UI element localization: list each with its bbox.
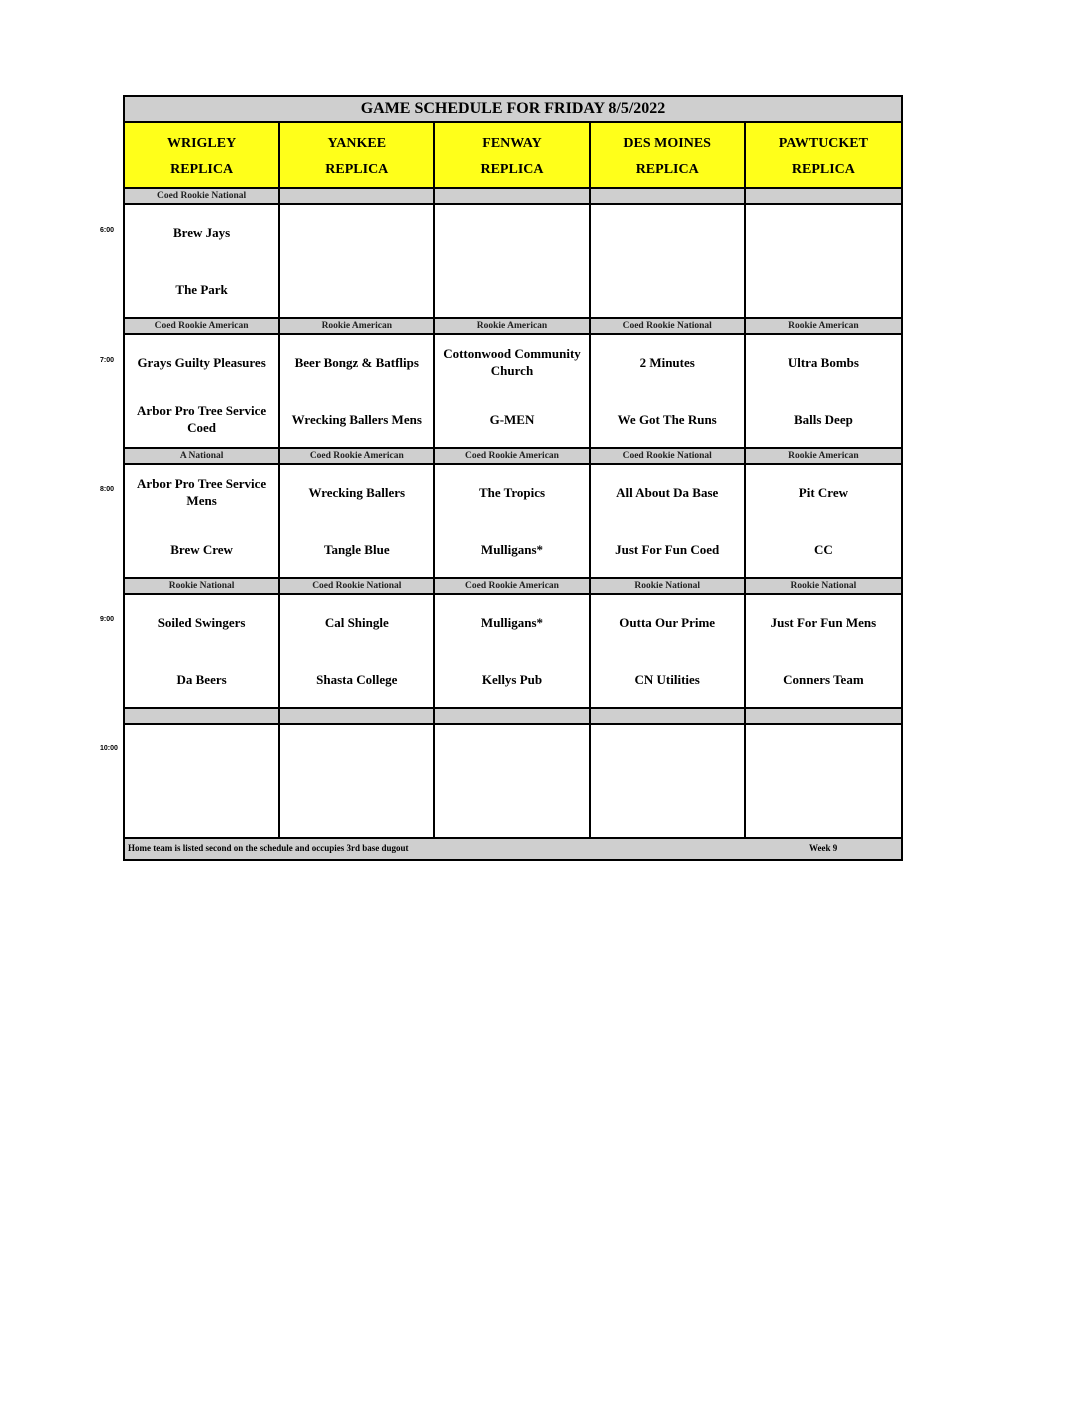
away-team: Arbor Pro Tree Service Mens <box>137 476 267 508</box>
game-row <box>125 595 901 709</box>
game-cell <box>591 595 746 707</box>
footer-bar <box>125 839 901 859</box>
division-label <box>280 189 435 203</box>
game-cell <box>591 205 746 317</box>
home-team <box>439 269 584 309</box>
game-cell <box>591 465 746 577</box>
division-label <box>280 709 435 723</box>
game-cell <box>280 205 435 317</box>
game-row <box>125 205 901 319</box>
away-team <box>750 732 897 772</box>
division-label <box>125 709 280 723</box>
home-team: Kellys Pub <box>481 671 543 687</box>
division-label: Coed Rookie American <box>280 449 435 463</box>
field-header <box>746 123 901 187</box>
field-type: REPLICA <box>325 162 389 177</box>
field-name: FENWAY <box>482 136 542 151</box>
division-label: Rookie National <box>591 579 746 593</box>
field-name: YANKEE <box>327 136 387 151</box>
game-cell <box>280 595 435 707</box>
division-label: A National <box>125 449 280 463</box>
away-team <box>284 732 429 772</box>
game-row <box>125 465 901 579</box>
division-label <box>435 709 590 723</box>
home-team <box>129 789 274 829</box>
home-team <box>595 789 740 829</box>
division-label: Rookie National <box>125 579 280 593</box>
division-label: Rookie National <box>790 581 857 591</box>
game-row <box>125 725 901 839</box>
field-header <box>435 123 590 187</box>
home-team: Just For Fun Coed <box>615 541 720 557</box>
away-team: Cottonwood Community Church <box>443 346 581 378</box>
home-team: Balls Deep <box>793 411 853 427</box>
home-team <box>595 269 740 309</box>
schedule-table <box>123 95 903 861</box>
game-cell <box>746 465 901 577</box>
division-label: Rookie American <box>788 321 859 331</box>
field-type: REPLICA <box>635 162 699 177</box>
home-team: Tangle Blue <box>323 541 390 557</box>
home-team <box>750 789 897 829</box>
game-cell <box>746 335 901 447</box>
game-cell <box>435 725 590 837</box>
field-header-row <box>125 123 901 189</box>
away-team <box>750 212 897 252</box>
division-label <box>591 709 746 723</box>
division-label <box>746 189 901 203</box>
home-team <box>284 789 429 829</box>
away-team: Cal Shingle <box>324 614 389 630</box>
away-team: Soiled Swingers <box>157 614 246 630</box>
time-label: 6:00 <box>100 227 115 234</box>
home-team: Mulligans* <box>480 541 544 557</box>
home-team <box>439 789 584 829</box>
away-team: Beer Bongz & Batflips <box>294 354 419 370</box>
division-row <box>125 319 901 335</box>
field-type: REPLICA <box>791 162 855 177</box>
game-cell <box>591 335 746 447</box>
division-label <box>746 709 901 723</box>
away-team <box>284 212 429 252</box>
game-cell <box>280 465 435 577</box>
division-label: Rookie American <box>280 319 435 333</box>
away-team <box>595 212 740 252</box>
home-team: We Got The Runs <box>617 411 717 427</box>
away-team: The Tropics <box>478 484 546 500</box>
home-team: Shasta College <box>316 671 398 687</box>
division-row <box>125 189 901 205</box>
field-name: DES MOINES <box>623 136 711 151</box>
field-header <box>125 123 280 187</box>
away-team: Brew Jays <box>173 224 231 240</box>
game-cell <box>280 725 435 837</box>
field-header <box>591 123 746 187</box>
game-cell <box>746 595 901 707</box>
time-slots <box>125 189 901 839</box>
game-cell <box>435 335 590 447</box>
away-team <box>129 732 274 772</box>
home-team: Brew Crew <box>170 541 233 557</box>
away-team: 2 Minutes <box>639 354 695 370</box>
division-row <box>125 579 901 595</box>
away-team: Wrecking Ballers <box>308 484 406 500</box>
field-type: REPLICA <box>480 162 544 177</box>
away-team: Ultra Bombs <box>787 354 859 370</box>
game-cell <box>435 465 590 577</box>
home-team: Da Beers <box>176 671 227 687</box>
game-cell <box>125 465 280 577</box>
division-row <box>125 449 901 465</box>
home-team: CC <box>814 541 833 557</box>
division-label <box>435 189 590 203</box>
away-team: Mulligans* <box>480 614 544 630</box>
home-team: Wrecking Ballers Mens <box>291 411 422 427</box>
division-label: Rookie American <box>435 319 590 333</box>
game-cell <box>125 205 280 317</box>
game-cell <box>125 725 280 837</box>
division-label: Coed Rookie American <box>435 579 590 593</box>
division-label: Coed Rookie National <box>125 189 280 203</box>
away-team: Pit Crew <box>798 484 848 500</box>
away-team: All About Da Base <box>616 484 719 500</box>
schedule-title: GAME SCHEDULE FOR FRIDAY 8/5/2022 <box>125 97 901 123</box>
home-team: The Park <box>175 281 228 297</box>
time-label: 7:00 <box>100 356 115 364</box>
field-name: WRIGLEY <box>166 136 237 151</box>
game-cell <box>746 725 901 837</box>
time-label: 10:00 <box>100 745 118 752</box>
home-team: Arbor Pro Tree Service Coed <box>137 403 267 435</box>
division-label: Rookie American <box>788 451 859 461</box>
game-cell <box>125 335 280 447</box>
home-team: Conners Team <box>783 671 864 687</box>
away-team <box>439 212 584 252</box>
division-label: Coed Rookie National <box>280 579 435 593</box>
home-team <box>750 269 897 309</box>
time-label: 8:00 <box>100 486 115 493</box>
home-team: CN Utilities <box>634 671 700 687</box>
footer-note: Home team is listed second on the schedule and occupies 3rd base dugout <box>128 843 409 853</box>
division-row <box>125 709 901 725</box>
field-type: REPLICA <box>170 162 234 177</box>
division-label: Coed Rookie National <box>591 449 746 463</box>
game-cell <box>591 725 746 837</box>
field-header <box>280 123 435 187</box>
game-row <box>125 335 901 449</box>
away-team: Outta Our Prime <box>619 614 716 630</box>
home-team <box>284 269 429 309</box>
game-cell <box>125 595 280 707</box>
week-label: Week 9 <box>809 843 838 853</box>
division-label: Coed Rookie American <box>435 449 590 463</box>
division-label: Coed Rookie American <box>125 319 280 333</box>
away-team: Grays Guilty Pleasures <box>137 354 266 370</box>
game-cell <box>435 205 590 317</box>
game-cell <box>746 205 901 317</box>
away-team <box>595 732 740 772</box>
time-label: 9:00 <box>100 615 115 623</box>
division-label: Coed Rookie National <box>591 319 746 333</box>
away-team <box>439 732 584 772</box>
field-name: PAWTUCKET <box>778 136 868 151</box>
home-team: G-MEN <box>489 411 535 427</box>
game-cell <box>280 335 435 447</box>
division-label <box>591 189 746 203</box>
game-cell <box>435 595 590 707</box>
away-team: Just For Fun Mens <box>770 614 877 630</box>
